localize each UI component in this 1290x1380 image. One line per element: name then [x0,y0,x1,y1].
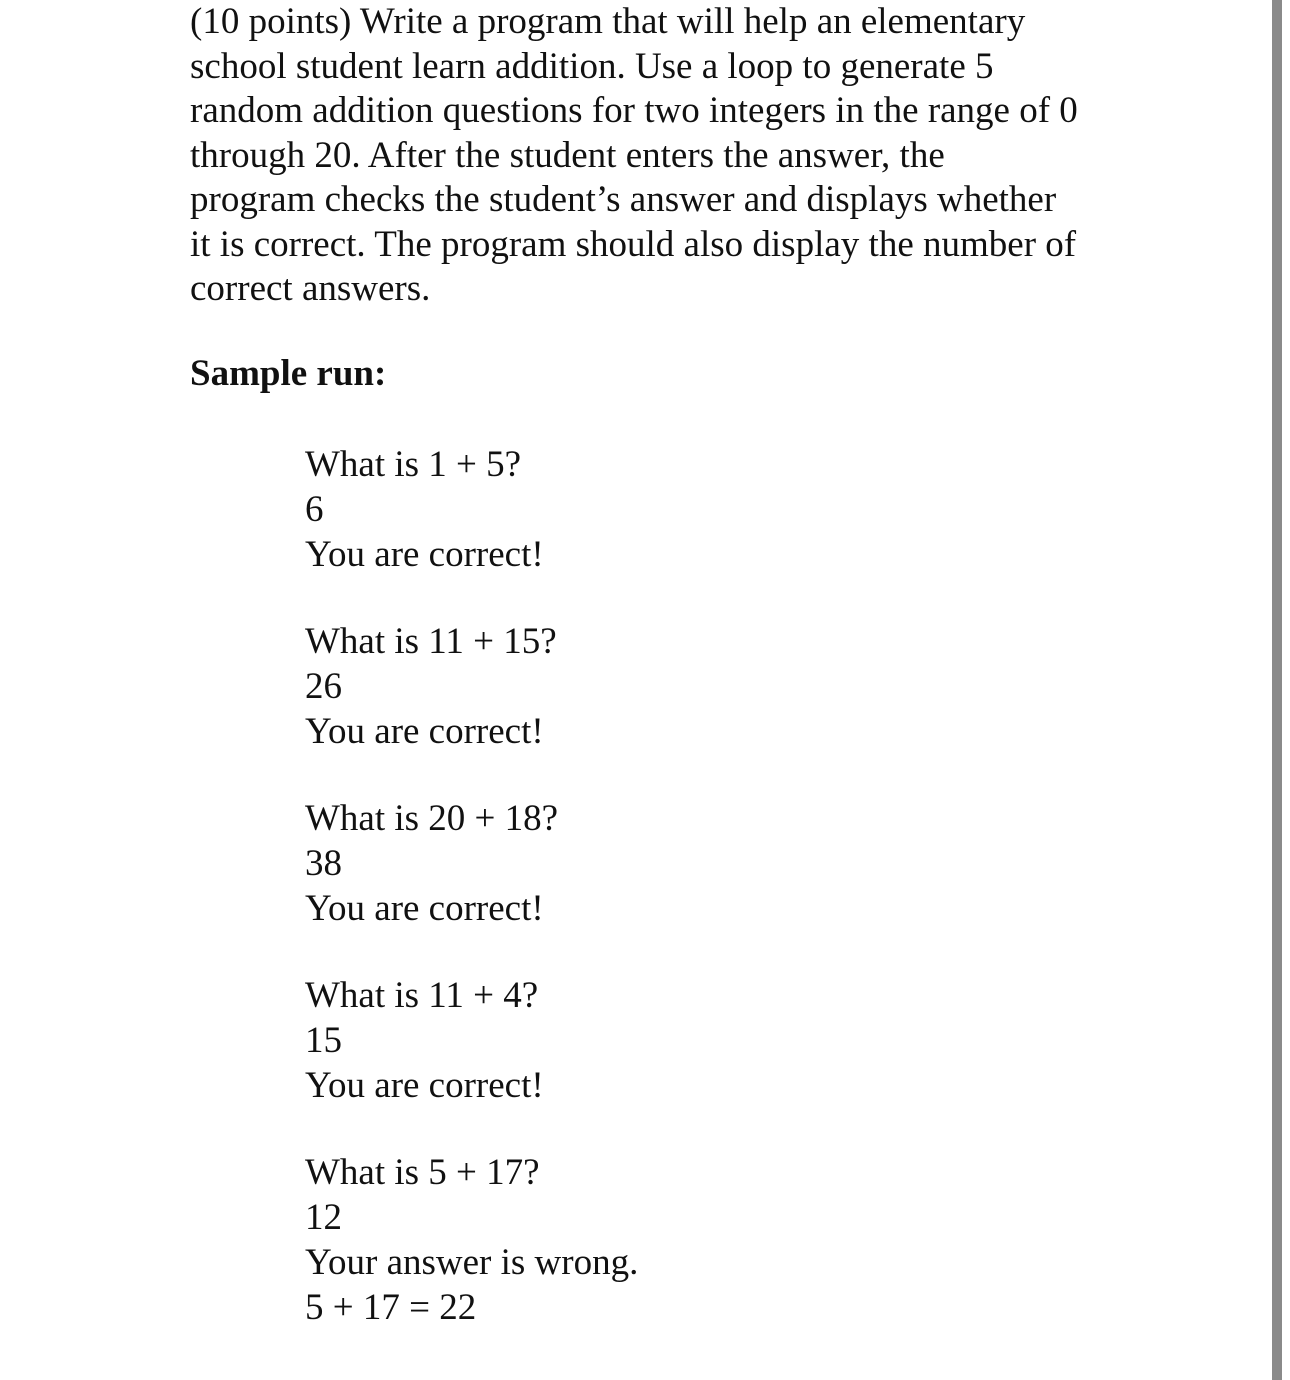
answer-text: 6 [305,489,324,530]
question-text: What is 5 + 17? [305,1152,540,1193]
question-text: What is 11 + 4? [305,975,539,1016]
answer-text: 15 [305,1020,342,1061]
problem-line: (10 points) Write a program that will help an elementary [190,1,1026,42]
problem-line: program checks the student’s answer and displays whether [190,179,1057,220]
answer-text: 38 [305,843,342,884]
result-text: Your answer is wrong. [305,1242,639,1283]
problem-line: through 20. After the student enters the answer, the [190,134,945,176]
sample-block [305,796,558,931]
problem-line: it is correct. The program should also display the number of [190,223,1077,265]
result-text: You are correct! [305,888,544,929]
question-text: What is 1 + 5? [305,444,522,485]
question-text: What is 20 + 18? [305,798,559,839]
correction-text: 5 + 17 = 22 [305,1287,477,1328]
sample-run-heading: Sample run: [190,353,387,394]
sample-block [305,973,544,1108]
result-text: You are correct! [305,534,544,575]
result-text: You are correct! [305,711,544,752]
problem-line: school student learn addition. Use a loop to generate 5 [190,45,994,87]
page-edge-bar [1272,0,1282,1380]
sample-block [305,1150,638,1330]
answer-text: 26 [305,666,342,707]
problem-line: correct answers. [190,268,431,309]
result-text: You are correct! [305,1065,544,1106]
sample-block [305,442,544,577]
problem-statement [190,0,1130,312]
problem-line: random addition questions for two integers in the range of 0 [190,90,1078,131]
answer-text: 12 [305,1197,342,1238]
question-text: What is 11 + 15? [305,621,557,662]
sample-block [305,619,557,754]
